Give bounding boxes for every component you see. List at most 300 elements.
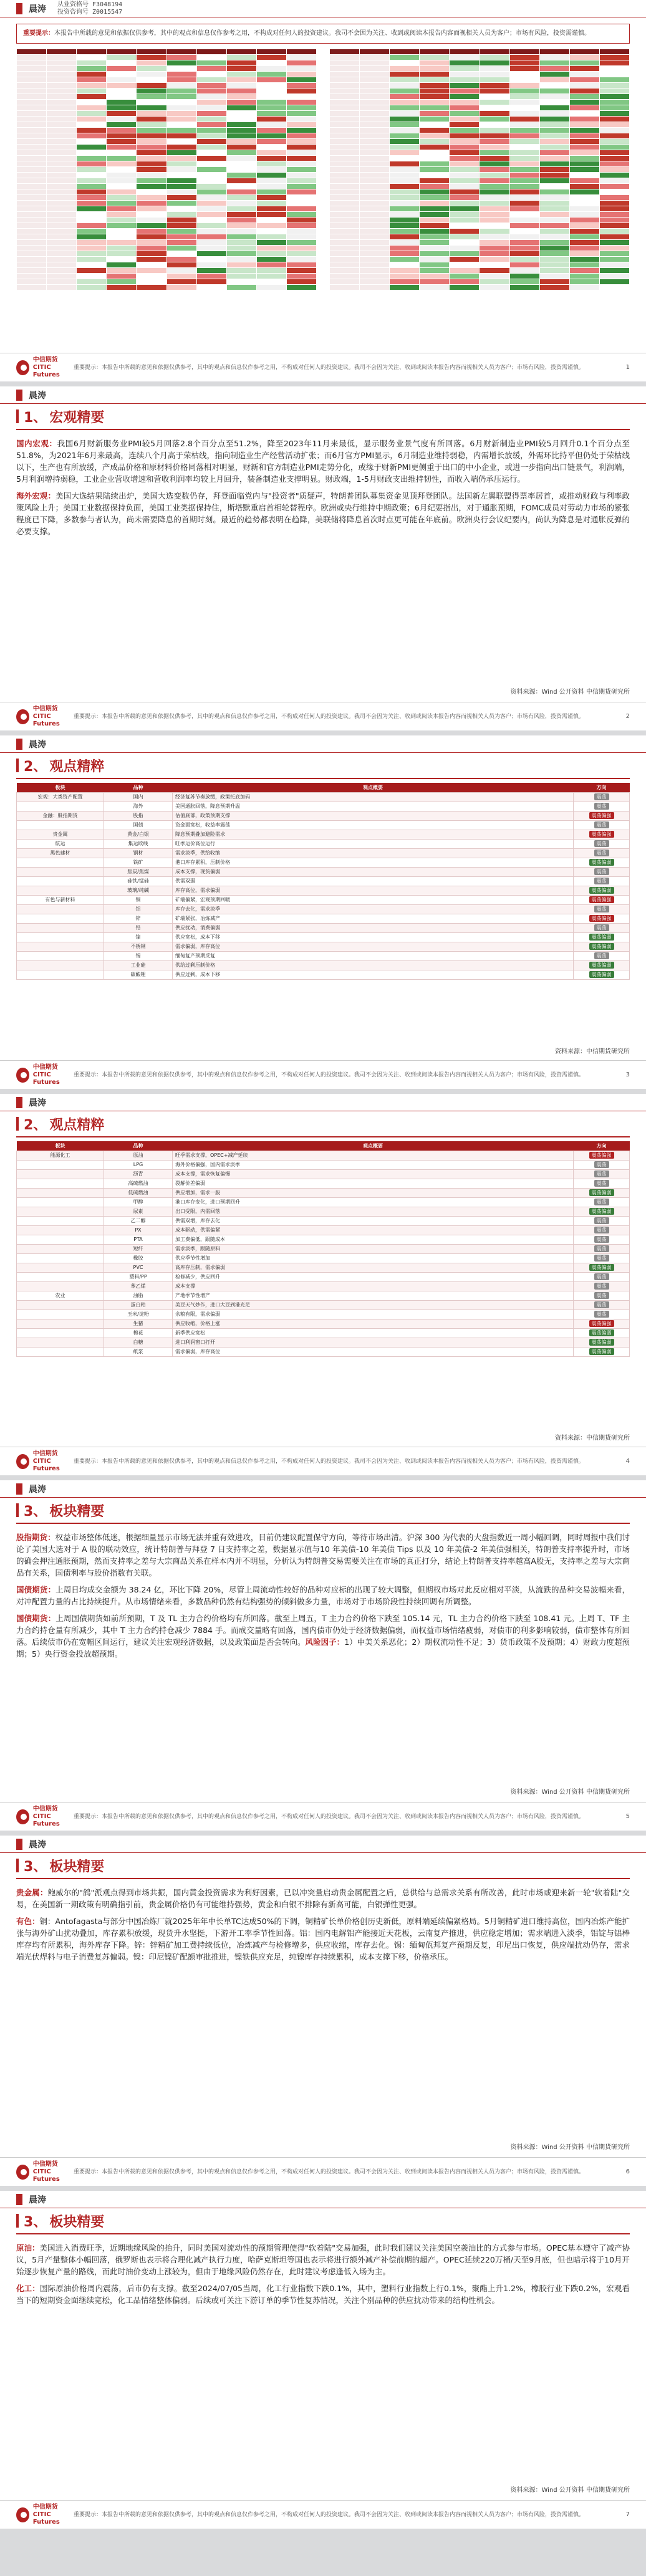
- product-cell: 沥青: [104, 1169, 173, 1179]
- table-cell: [420, 178, 450, 184]
- table-cell: [509, 111, 539, 117]
- logo-text-cn: 中信期货: [32, 2160, 58, 2168]
- table-cell: [539, 105, 569, 111]
- table-cell: [226, 274, 256, 279]
- direction-tag: 震荡偏弱: [589, 1348, 614, 1355]
- table-cell: [450, 251, 480, 257]
- table-header-cell: [77, 49, 107, 55]
- table-cell: [390, 117, 420, 122]
- view-summary-cell: 成本支撑: [173, 1281, 574, 1291]
- product-cell: 尿素: [104, 1207, 173, 1216]
- table-cell: [480, 285, 509, 290]
- table-row: [17, 858, 630, 867]
- table-cell: [599, 60, 629, 66]
- table-cell: [539, 133, 569, 139]
- table-cell: [47, 145, 77, 150]
- paragraph-precious-metals: [16, 1887, 630, 1910]
- table-row: [17, 1207, 630, 1216]
- table-cell: [256, 156, 286, 161]
- table-cell: [256, 139, 286, 145]
- table-cell: [359, 285, 389, 290]
- table-cell: [286, 105, 316, 111]
- table-header-cell: [47, 49, 77, 55]
- table-cell: [359, 251, 389, 257]
- paragraph-lead: 有色：: [16, 1917, 40, 1926]
- table-cell: [480, 111, 509, 117]
- table-cell: [480, 72, 509, 77]
- direction-cell: [574, 1347, 630, 1356]
- table-cell: [286, 122, 316, 128]
- view-summary-cell: 海外价格偏强，国内需求淡季: [173, 1160, 574, 1169]
- table-row: [329, 251, 629, 257]
- table-row: [329, 117, 629, 122]
- direction-cell: [574, 848, 630, 858]
- sector-cell: [17, 1216, 104, 1225]
- source-note: 资料来源：中信期货研究所: [555, 1435, 630, 1442]
- view-summary-cell: 供应收缩，价格上涨: [173, 1319, 574, 1328]
- table-header-cell: 板块: [17, 1141, 104, 1151]
- table-cell: [256, 128, 286, 133]
- table-cell: [329, 105, 359, 111]
- table-cell: [390, 156, 420, 161]
- table-cell: [569, 189, 599, 195]
- slide-header: [0, 386, 646, 404]
- table-cell: [196, 184, 226, 189]
- section-number: 2、: [24, 1117, 47, 1133]
- table-row: [17, 229, 317, 234]
- table-row: [329, 240, 629, 246]
- direction-cell: [574, 1272, 630, 1281]
- table-cell: [569, 94, 599, 100]
- table-cell: [599, 156, 629, 161]
- table-cell: [256, 122, 286, 128]
- table-row: [17, 970, 630, 979]
- slide-header: [0, 1836, 646, 1853]
- product-cell: 蛋白粕: [104, 1300, 173, 1310]
- table-row: [17, 195, 317, 201]
- table-row: [17, 811, 630, 820]
- table-cell: [107, 161, 137, 167]
- section-number: 3、: [24, 1503, 47, 1520]
- page-number: 3: [625, 1071, 630, 1078]
- table-cell: [359, 167, 389, 173]
- table-cell: [420, 117, 450, 122]
- paragraph-lead: 海外宏观：: [16, 491, 56, 500]
- paragraph-text: 鲍威尔的"鸽"派观点得到市场共振，国内黄金投资需求为利好因素，已以冲突量启动贵金属配置之后，总供给与总需求关系有所改善，此时市场或迎来新一轮"软着陆"交易，在美国新一期政策有明确指引前，贵金属价格仍有可能维持强势，黄金和白银不排除有新高可能，白银弹性更强。: [16, 1888, 630, 1909]
- table-cell: [47, 83, 77, 89]
- source-note: 资料来源：中信期货研究所: [555, 1048, 630, 1055]
- registration-info: [57, 1, 122, 16]
- table-cell: [599, 145, 629, 150]
- product-cell: 国债: [104, 820, 173, 830]
- table-cell: [17, 55, 47, 60]
- table-cell: [539, 167, 569, 173]
- table-cell: [420, 206, 450, 212]
- paragraph-stock-index: [16, 1531, 630, 1579]
- footer-disclaimer: 重要提示：本报告中所载的意见和依据仅供参考，其中的观点和信息仅作参考之用，不构成对任何人的投资建议。我司不会因为关注、收到或阅读本报告内容而视相关人员为客户；市场有风险，投资需谨慎。: [74, 713, 585, 720]
- table-cell: [107, 139, 137, 145]
- table-cell: [390, 94, 420, 100]
- table-cell: [509, 212, 539, 218]
- table-cell: [329, 89, 359, 94]
- table-cell: [420, 150, 450, 156]
- table-cell: [226, 156, 256, 161]
- product-cell: LPG: [104, 1160, 173, 1169]
- page-number: 2: [625, 713, 630, 720]
- logo-text-en: CITIC Futures: [32, 1071, 60, 1086]
- table-cell: [226, 184, 256, 189]
- table-cell: [450, 156, 480, 161]
- header-badge: [16, 2194, 22, 2205]
- sector-cell: [17, 1179, 104, 1188]
- section-title: [0, 1111, 646, 1136]
- direction-tag: 震荡偏强: [589, 1320, 614, 1327]
- table-header-cell: [599, 49, 629, 55]
- table-cell: [569, 234, 599, 240]
- table-cell: [390, 111, 420, 117]
- table-cell: [256, 229, 286, 234]
- table-cell: [359, 274, 389, 279]
- table-header-cell: [256, 49, 286, 55]
- table-cell: [137, 173, 166, 178]
- table-cell: [17, 128, 47, 133]
- table-cell: [137, 60, 166, 66]
- table-cell: [77, 60, 107, 66]
- table-cell: [569, 240, 599, 246]
- table-row: [17, 820, 630, 830]
- section-bar: [16, 1117, 19, 1131]
- views-table: [16, 1141, 630, 1357]
- table-cell: [599, 257, 629, 262]
- table-cell: [359, 206, 389, 212]
- table-cell: [509, 145, 539, 150]
- table-cell: [509, 100, 539, 105]
- table-cell: [256, 262, 286, 268]
- table-cell: [77, 77, 107, 83]
- table-cell: [47, 133, 77, 139]
- paragraph-nonferrous: [16, 1915, 630, 1963]
- table-cell: [569, 150, 599, 156]
- table-row: [17, 914, 630, 923]
- table-cell: [539, 128, 569, 133]
- table-cell: [226, 246, 256, 251]
- table-cell: [226, 178, 256, 184]
- table-cell: [166, 83, 196, 89]
- table-cell: [107, 156, 137, 161]
- direction-cell: [574, 1244, 630, 1253]
- table-cell: [509, 178, 539, 184]
- table-cell: [47, 195, 77, 201]
- table-header-row: [17, 783, 630, 792]
- table-cell: [137, 145, 166, 150]
- table-cell: [569, 229, 599, 234]
- table-cell: [569, 184, 599, 189]
- sector-cell: [17, 942, 104, 951]
- product-cell: 集运欧线: [104, 839, 173, 848]
- view-summary-cell: 成本支撑，现货偏弱: [173, 867, 574, 876]
- table-cell: [107, 189, 137, 195]
- table-cell: [359, 156, 389, 161]
- table-row: [329, 89, 629, 94]
- direction-tag: 震荡偏强: [589, 1152, 614, 1159]
- table-cell: [286, 251, 316, 257]
- table-cell: [196, 72, 226, 77]
- logo-mark-icon: [16, 2165, 29, 2180]
- table-row: [329, 72, 629, 77]
- table-cell: [226, 128, 256, 133]
- table-cell: [107, 223, 137, 229]
- table-cell: [569, 133, 599, 139]
- table-cell: [166, 55, 196, 60]
- product-cell: 铅: [104, 923, 173, 932]
- table-row: [17, 1197, 630, 1207]
- table-cell: [569, 201, 599, 206]
- table-cell: [226, 83, 256, 89]
- table-row: [17, 178, 317, 184]
- section-title: [0, 753, 646, 778]
- table-cell: [450, 184, 480, 189]
- table-cell: [256, 184, 286, 189]
- table-cell: [107, 83, 137, 89]
- table-header-cell: [17, 49, 47, 55]
- citic-logo: [16, 1806, 74, 1828]
- table-header-cell: [137, 49, 166, 55]
- product-cell: 生猪: [104, 1319, 173, 1328]
- table-cell: [450, 105, 480, 111]
- table-cell: [256, 161, 286, 167]
- table-row: [329, 246, 629, 251]
- section-heading: 观点精粹: [49, 1117, 105, 1133]
- table-row: [17, 262, 317, 268]
- table-row: [329, 111, 629, 117]
- table-cell: [509, 206, 539, 212]
- direction-tag: 震荡偏强: [589, 812, 614, 819]
- table-cell: [359, 89, 389, 94]
- paragraph-bond-options: [16, 1584, 630, 1607]
- table-cell: [480, 139, 509, 145]
- view-summary-cell: 资金面宽松，收益率震荡: [173, 820, 574, 830]
- table-cell: [47, 100, 77, 105]
- table-header-cell: [569, 49, 599, 55]
- direction-cell: [574, 1160, 630, 1169]
- table-cell: [17, 279, 47, 285]
- table-cell: [480, 150, 509, 156]
- table-header-cell: [107, 49, 137, 55]
- view-summary-cell: 需求偏弱，库存高位: [173, 1347, 574, 1356]
- table-row: [17, 234, 317, 240]
- table-cell: [77, 246, 107, 251]
- logo-text-en: CITIC Futures: [32, 2511, 60, 2526]
- table-cell: [77, 145, 107, 150]
- table-cell: [107, 173, 137, 178]
- table-cell: [359, 150, 389, 156]
- table-cell: [569, 279, 599, 285]
- table-cell: [286, 72, 316, 77]
- table-row: [17, 167, 317, 173]
- sector-cell: [17, 1188, 104, 1197]
- table-cell: [599, 279, 629, 285]
- table-cell: [450, 246, 480, 251]
- direction-tag: 震荡: [594, 803, 609, 810]
- table-cell: [539, 184, 569, 189]
- table-cell: [196, 161, 226, 167]
- table-cell: [286, 184, 316, 189]
- table-row: [329, 189, 629, 195]
- table-cell: [286, 229, 316, 234]
- header-title: 晨涛: [29, 1484, 46, 1495]
- table-cell: [17, 117, 47, 122]
- direction-cell: [574, 960, 630, 970]
- table-cell: [256, 206, 286, 212]
- product-cell: 棉花: [104, 1328, 173, 1338]
- table-cell: [509, 262, 539, 268]
- logo-text-cn: 中信期货: [32, 1450, 58, 1457]
- table-row: [17, 139, 317, 145]
- table-header-cell: [196, 49, 226, 55]
- table-cell: [107, 111, 137, 117]
- table-cell: [450, 117, 480, 122]
- view-summary-cell: 库存高位，需求偏弱: [173, 886, 574, 895]
- table-cell: [420, 111, 450, 117]
- table-cell: [359, 173, 389, 178]
- table-row: [329, 184, 629, 189]
- table-cell: [390, 128, 420, 133]
- sector-cell: [17, 932, 104, 942]
- table-cell: [286, 94, 316, 100]
- product-cell: 钢材: [104, 848, 173, 858]
- section-number: 1、: [24, 409, 47, 426]
- table-row: [17, 66, 317, 72]
- table-cell: [390, 178, 420, 184]
- table-cell: [137, 229, 166, 234]
- table-cell: [420, 77, 450, 83]
- slide-footer: [0, 1802, 646, 1831]
- table-cell: [17, 156, 47, 161]
- direction-tag: 震荡偏弱: [589, 1189, 614, 1196]
- table-cell: [359, 234, 389, 240]
- header-title: 晨涛: [29, 1839, 46, 1850]
- table-row: [329, 83, 629, 89]
- direction-cell: [574, 942, 630, 951]
- table-row: [17, 240, 317, 246]
- table-cell: [17, 83, 47, 89]
- table-cell: [390, 173, 420, 178]
- table-cell: [256, 89, 286, 94]
- table-cell: [77, 128, 107, 133]
- table-cell: [420, 274, 450, 279]
- table-cell: [286, 117, 316, 122]
- table-cell: [480, 145, 509, 150]
- table-cell: [329, 206, 359, 212]
- product-cell: 油脂: [104, 1291, 173, 1300]
- page-number: 5: [625, 1813, 630, 1820]
- product-cell: 纸浆: [104, 1347, 173, 1356]
- table-cell: [286, 100, 316, 105]
- product-cell: 海外: [104, 802, 173, 811]
- table-cell: [599, 234, 629, 240]
- table-cell: [539, 223, 569, 229]
- direction-cell: [574, 1225, 630, 1235]
- table-row: [329, 156, 629, 161]
- table-row: [17, 1319, 630, 1328]
- table-cell: [286, 189, 316, 195]
- table-cell: [226, 105, 256, 111]
- table-row: [329, 128, 629, 133]
- table-cell: [166, 178, 196, 184]
- table-cell: [17, 122, 47, 128]
- table-cell: [196, 195, 226, 201]
- table-cell: [480, 262, 509, 268]
- table-cell: [329, 195, 359, 201]
- table-cell: [329, 128, 359, 133]
- table-cell: [226, 133, 256, 139]
- table-cell: [137, 111, 166, 117]
- paragraph-lead: 贵金属：: [16, 1888, 48, 1897]
- table-cell: [359, 94, 389, 100]
- direction-cell: [574, 904, 630, 914]
- table-cell: [569, 206, 599, 212]
- section-heading: 观点精粹: [49, 759, 105, 775]
- table-cell: [450, 268, 480, 274]
- table-cell: [450, 206, 480, 212]
- table-row: [17, 274, 317, 279]
- table-cell: [226, 218, 256, 223]
- table-row: [17, 886, 630, 895]
- sector-cell: [17, 1272, 104, 1281]
- view-summary-cell: 产地季节性增产: [173, 1291, 574, 1300]
- table-cell: [480, 77, 509, 83]
- table-cell: [480, 212, 509, 218]
- table-cell: [137, 150, 166, 156]
- table-cell: [47, 279, 77, 285]
- table-cell: [286, 195, 316, 201]
- table-cell: [420, 167, 450, 173]
- table-cell: [226, 262, 256, 268]
- table-cell: [450, 173, 480, 178]
- table-cell: [286, 83, 316, 89]
- table-cell: [450, 89, 480, 94]
- table-cell: [509, 77, 539, 83]
- table-cell: [420, 122, 450, 128]
- table-cell: [599, 184, 629, 189]
- table-cell: [256, 150, 286, 156]
- table-row: [17, 1291, 630, 1300]
- table-row: [17, 1272, 630, 1281]
- table-cell: [480, 55, 509, 60]
- table-cell: [256, 178, 286, 184]
- sector-cell: [17, 1281, 104, 1291]
- table-cell: [509, 218, 539, 223]
- table-cell: [390, 145, 420, 150]
- direction-cell: [574, 811, 630, 820]
- table-cell: [77, 117, 107, 122]
- table-cell: [480, 156, 509, 161]
- table-cell: [137, 105, 166, 111]
- table-cell: [509, 167, 539, 173]
- table-header-cell: [166, 49, 196, 55]
- table-cell: [480, 223, 509, 229]
- table-cell: [137, 66, 166, 72]
- table-cell: [77, 161, 107, 167]
- table-cell: [166, 212, 196, 218]
- table-cell: [47, 223, 77, 229]
- sector-cell: [17, 876, 104, 886]
- table-row: [17, 161, 317, 167]
- table-cell: [17, 161, 47, 167]
- table-cell: [599, 223, 629, 229]
- source-note: 资料来源：Wind 公开资料 中信期货研究所: [510, 1789, 630, 1796]
- table-cell: [137, 72, 166, 77]
